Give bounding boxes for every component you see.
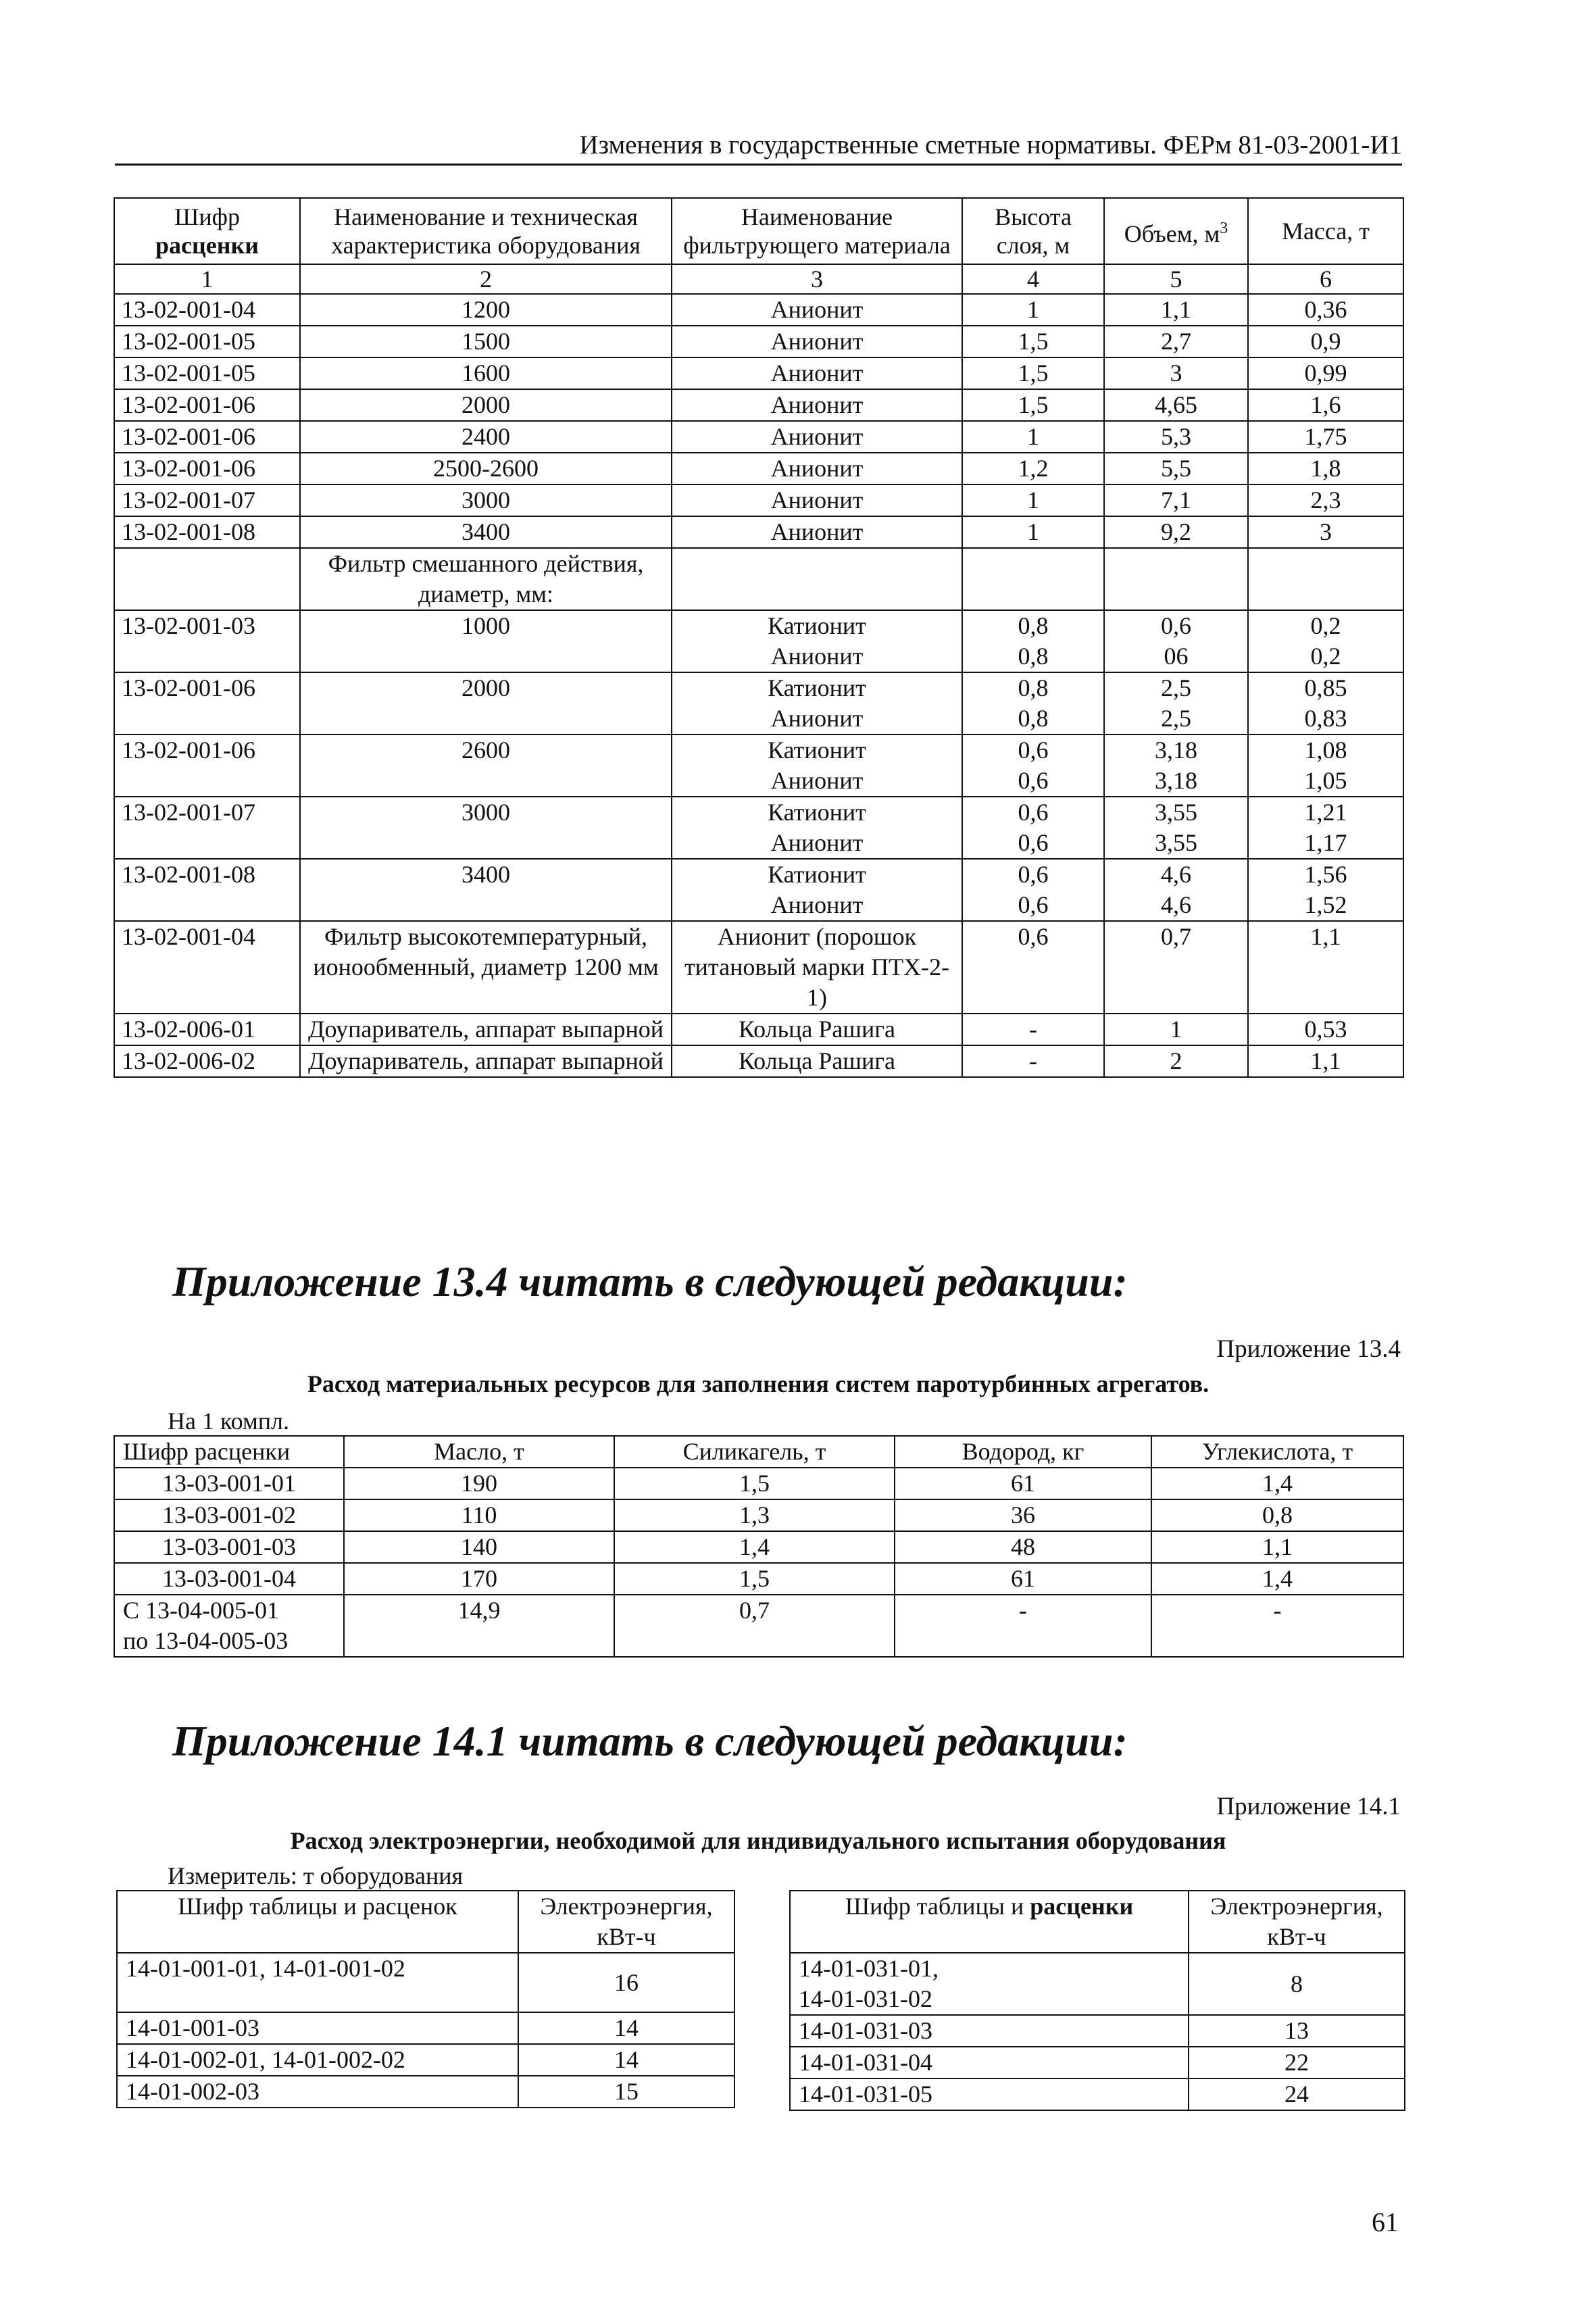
table-row (790, 2047, 1405, 2078)
cell-hydrogen: 36 (895, 1499, 1151, 1531)
cell-material: Анионит (672, 453, 962, 484)
cell-oil: 170 (344, 1563, 614, 1595)
cell-name: 3000 (300, 797, 672, 859)
col-header-volume: Объем, $м^3$ (1104, 198, 1248, 264)
header-rule (115, 164, 1402, 166)
cell-oil: 110 (344, 1499, 614, 1531)
cell-hydrogen: 48 (895, 1531, 1151, 1563)
cell-energy: 13 (1189, 2015, 1405, 2047)
cell-height: 1 (962, 484, 1104, 516)
col-header-code: Шифр расценки (114, 198, 300, 264)
cell-code: 13-02-001-03 (114, 610, 300, 672)
cell-mass: 0,85 0,83 (1248, 672, 1403, 735)
cell-volume: 3,18 3,18 (1104, 735, 1248, 797)
col-header-energy: Электроэнергия, кВт-ч (1189, 1891, 1405, 1953)
cell-mass: 3 (1248, 516, 1403, 548)
table-row (114, 1014, 1403, 1045)
cell-height: 1,5 (962, 389, 1104, 421)
table-row (114, 389, 1403, 421)
cell-code: 14-01-001-01, 14-01-001-02 (117, 1953, 518, 2012)
cell-material: Анионит (672, 294, 962, 326)
cell-name: 3400 (300, 516, 672, 548)
cell-name: Доупариватель, аппарат выпарной (300, 1014, 672, 1045)
cell-height: 1 (962, 516, 1104, 548)
cell-material: Катионит Анионит (672, 797, 962, 859)
cell-volume: 1 (1104, 1014, 1248, 1045)
cell-name: 1600 (300, 357, 672, 389)
cell-height: 0,6 0,6 (962, 859, 1104, 921)
cell-height: 0,6 0,6 (962, 735, 1104, 797)
cell-height: 0,8 0,8 (962, 610, 1104, 672)
cell-code: 13-02-001-06 (114, 389, 300, 421)
table-row (790, 1953, 1405, 2015)
cell-volume: 4,65 (1104, 389, 1248, 421)
cell-energy: 24 (1189, 2078, 1405, 2110)
cell-co2: 1,4 (1151, 1563, 1403, 1595)
section-13-4-caption: Расход материальных ресурсов для заполнения систем паротурбинных агрегатов. (307, 1370, 1210, 1397)
table-row (114, 357, 1403, 389)
col-header-hydrogen: Водород, кг (895, 1436, 1151, 1468)
cell-name: 1500 (300, 326, 672, 357)
cell-hydrogen: - (895, 1595, 1151, 1657)
cell-code: 14-01-001-03 (117, 2012, 518, 2044)
cell-height: 1 (962, 421, 1104, 453)
cell-material: Анионит (порошок титановый марки ПТХ-2-1) (672, 921, 962, 1014)
col-number: 5 (1104, 264, 1248, 294)
col-number: 2 (300, 264, 672, 294)
cell-code: 13-02-001-04 (114, 921, 300, 1014)
cell-mass: 1,56 1,52 (1248, 859, 1403, 921)
cell-height: 1,5 (962, 326, 1104, 357)
col-header-code: Шифр таблицы и расценки (790, 1891, 1189, 1953)
cell-energy: 14 (518, 2044, 734, 2076)
cell-mass: 0,9 (1248, 326, 1403, 357)
cell-height: 0,8 0,8 (962, 672, 1104, 735)
cell-co2: - (1151, 1595, 1403, 1657)
cell-material: Анионит (672, 357, 962, 389)
cell-oil: 14,9 (344, 1595, 614, 1657)
section-14-1-caption: Расход электроэнергии, необходимой для индивидуального испытания оборудования (290, 1827, 1226, 1854)
cell-volume: 7,1 (1104, 484, 1248, 516)
table-row (114, 797, 1403, 859)
cell-code: 13-02-006-02 (114, 1045, 300, 1077)
cell-code: 13-03-001-02 (114, 1499, 344, 1531)
cell-name: 2600 (300, 735, 672, 797)
turbine-materials-table (114, 1435, 1404, 1658)
cell-height: 0,6 (962, 921, 1104, 1014)
cell-name: 2000 (300, 672, 672, 735)
section-14-1-unit: Измеритель: т оборудования (168, 1862, 464, 1889)
cell-material: Катионит Анионит (672, 610, 962, 672)
cell-material: Анионит (672, 326, 962, 357)
table-row (114, 610, 1403, 672)
cell-volume: 2,5 2,5 (1104, 672, 1248, 735)
col-number: 3 (672, 264, 962, 294)
cell-code: 14-01-002-01, 14-01-002-02 (117, 2044, 518, 2076)
cell-code: 13-02-001-07 (114, 484, 300, 516)
cell-volume: 1,1 (1104, 294, 1248, 326)
cell-volume: 5,5 (1104, 453, 1248, 484)
cell-silica: 1,4 (614, 1531, 895, 1563)
table-row (114, 1045, 1403, 1077)
cell-code: 13-02-001-04 (114, 294, 300, 326)
cell-mass: 0,2 0,2 (1248, 610, 1403, 672)
cell-volume: 5,3 (1104, 421, 1248, 453)
electricity-table-left (116, 1890, 735, 2108)
cell-code: 13-02-001-06 (114, 735, 300, 797)
cell-volume: 0,6 06 (1104, 610, 1248, 672)
cell-mass: 0,99 (1248, 357, 1403, 389)
cell-name: 2400 (300, 421, 672, 453)
cell-energy: 8 (1189, 1953, 1405, 2015)
table-row (114, 1595, 1403, 1657)
cell-code: 13-02-006-01 (114, 1014, 300, 1045)
cell-co2: 1,4 (1151, 1468, 1403, 1499)
cell-material: Кольца Рашига (672, 1045, 962, 1077)
table-row (114, 516, 1403, 548)
table-header-row (114, 198, 1403, 264)
table-header-row (790, 1891, 1405, 1953)
cell-mass: 1,1 (1248, 921, 1403, 1014)
cell-material: Катионит Анионит (672, 859, 962, 921)
cell-material: Катионит Анионит (672, 672, 962, 735)
cell-oil: 140 (344, 1531, 614, 1563)
col-number: 6 (1248, 264, 1403, 294)
cell-code: 13-03-001-04 (114, 1563, 344, 1595)
cell-name: 2000 (300, 389, 672, 421)
cell-name: 2500-2600 (300, 453, 672, 484)
cell-volume: 9,2 (1104, 516, 1248, 548)
cell-material: Катионит Анионит (672, 735, 962, 797)
col-header-oil: Масло, т (344, 1436, 614, 1468)
col-header-material: Наименование фильтрующего материала (672, 198, 962, 264)
cell-code: 13-03-001-01 (114, 1468, 344, 1499)
cell-height: 1,2 (962, 453, 1104, 484)
cell-mass: 1,6 (1248, 389, 1403, 421)
table-row (790, 2015, 1405, 2047)
table-row (114, 859, 1403, 921)
col-header-name: Наименование и техническая характеристика оборудования (300, 198, 672, 264)
col-header-silica: Силикагель, т (614, 1436, 895, 1468)
col-header-height: Высота слоя, м (962, 198, 1104, 264)
table-row (114, 294, 1403, 326)
cell-mass: 0,36 (1248, 294, 1403, 326)
cell-oil: 190 (344, 1468, 614, 1499)
cell-code: 13-02-001-08 (114, 859, 300, 921)
table-row (114, 326, 1403, 357)
cell-material: Анионит (672, 516, 962, 548)
cell-code: 13-02-001-06 (114, 453, 300, 484)
column-number-row (114, 264, 1403, 294)
section-13-4-unit: На 1 компл. (168, 1408, 289, 1435)
table-row (114, 921, 1403, 1014)
page-number: 61 (1372, 2207, 1399, 2237)
cell-mass: 2,3 (1248, 484, 1403, 516)
cell-volume: 3,55 3,55 (1104, 797, 1248, 859)
cell-name: 1000 (300, 610, 672, 672)
cell-code: 13-02-001-05 (114, 357, 300, 389)
cell-volume: 2,7 (1104, 326, 1248, 357)
table-row (117, 1953, 734, 2012)
cell-height: - (962, 1014, 1104, 1045)
cell-code: 13-02-001-06 (114, 672, 300, 735)
cell-energy: 15 (518, 2076, 734, 2108)
cell-silica: 0,7 (614, 1595, 895, 1657)
table-row (790, 2078, 1405, 2110)
cell-energy: 14 (518, 2012, 734, 2044)
cell-name: 1200 (300, 294, 672, 326)
cell-silica: 1,5 (614, 1468, 895, 1499)
table-row (114, 421, 1403, 453)
cell-energy: 16 (518, 1953, 734, 2012)
table-row (117, 2076, 734, 2108)
running-header: Изменения в государственные сметные нормативы. ФЕРм 81-03-2001-И1 (579, 130, 1402, 159)
cell-name: 3400 (300, 859, 672, 921)
col-header-co2: Углекислота, т (1151, 1436, 1403, 1468)
cell-height: 1,5 (962, 357, 1104, 389)
cell-energy: 22 (1189, 2047, 1405, 2078)
table-row (114, 548, 1403, 610)
cell-hydrogen: 61 (895, 1563, 1151, 1595)
cell-name: 3000 (300, 484, 672, 516)
cell-volume: 3 (1104, 357, 1248, 389)
cell-material: Анионит (672, 389, 962, 421)
cell-height: - (962, 1045, 1104, 1077)
cell-mass: 1,75 (1248, 421, 1403, 453)
cell-material: Анионит (672, 484, 962, 516)
table-row (114, 453, 1403, 484)
table-row (114, 735, 1403, 797)
cell-silica: 1,5 (614, 1563, 895, 1595)
cell-code: 13-02-001-07 (114, 797, 300, 859)
cell-mass: 0,53 (1248, 1014, 1403, 1045)
cell-code: 13-02-001-05 (114, 326, 300, 357)
table-row (114, 484, 1403, 516)
electricity-table-right (789, 1890, 1405, 2111)
table-row (114, 1531, 1403, 1563)
col-header-energy: Электроэнергия, кВт-ч (518, 1891, 734, 1953)
cell-silica: 1,3 (614, 1499, 895, 1531)
table-row (114, 1468, 1403, 1499)
cell-co2: 1,1 (1151, 1531, 1403, 1563)
cell-height: 0,6 0,6 (962, 797, 1104, 859)
table-row (117, 2012, 734, 2044)
col-header-code: Шифр таблицы и расценок (117, 1891, 518, 1953)
col-number: 4 (962, 264, 1104, 294)
col-number: 1 (114, 264, 300, 294)
col-header-code: Шифр расценки (114, 1436, 344, 1468)
appendix-14-1-label: Приложение 14.1 (1216, 1793, 1401, 1820)
appendix-13-4-label: Приложение 13.4 (1216, 1335, 1401, 1363)
cell-name: Фильтр высокотемпературный, ионообменный, диаметр 1200 мм (300, 921, 672, 1014)
mixed-filter-label: Фильтр смешанного действия, диаметр, мм: (300, 548, 672, 610)
table-row (117, 2044, 734, 2076)
cell-code: С 13-04-005-01 по 13-04-005-03 (114, 1595, 344, 1657)
cell-code: 14-01-031-04 (790, 2047, 1189, 2078)
table-row (114, 1563, 1403, 1595)
cell-hydrogen: 61 (895, 1468, 1151, 1499)
section-13-4-title: Приложение 13.4 читать в следующей редакции: (172, 1258, 1128, 1305)
cell-code: 14-01-031-05 (790, 2078, 1189, 2110)
col-header-mass: Масса, т (1248, 198, 1403, 264)
cell-code: 13-02-001-06 (114, 421, 300, 453)
cell-mass: 1,1 (1248, 1045, 1403, 1077)
cell-height: 1 (962, 294, 1104, 326)
table-row (114, 672, 1403, 735)
cell-material: Кольца Рашига (672, 1014, 962, 1045)
cell-volume: 4,6 4,6 (1104, 859, 1248, 921)
cell-volume: 0,7 (1104, 921, 1248, 1014)
table-header-row (114, 1436, 1403, 1468)
section-14-1-title: Приложение 14.1 читать в следующей редакции: (172, 1717, 1128, 1765)
cell-volume: 2 (1104, 1045, 1248, 1077)
table-row (114, 1499, 1403, 1531)
cell-mass: 1,08 1,05 (1248, 735, 1403, 797)
cell-code: 14-01-031-03 (790, 2015, 1189, 2047)
cell-code: 13-02-001-08 (114, 516, 300, 548)
filter-materials-table (114, 197, 1404, 1078)
cell-code: 14-01-031-01, 14-01-031-02 (790, 1953, 1189, 2015)
cell-mass: 1,8 (1248, 453, 1403, 484)
cell-code: 14-01-002-03 (117, 2076, 518, 2108)
cell-material: Анионит (672, 421, 962, 453)
cell-mass: 1,21 1,17 (1248, 797, 1403, 859)
cell-co2: 0,8 (1151, 1499, 1403, 1531)
cell-code: 13-03-001-03 (114, 1531, 344, 1563)
table-header-row (117, 1891, 734, 1953)
cell-name: Доупариватель, аппарат выпарной (300, 1045, 672, 1077)
